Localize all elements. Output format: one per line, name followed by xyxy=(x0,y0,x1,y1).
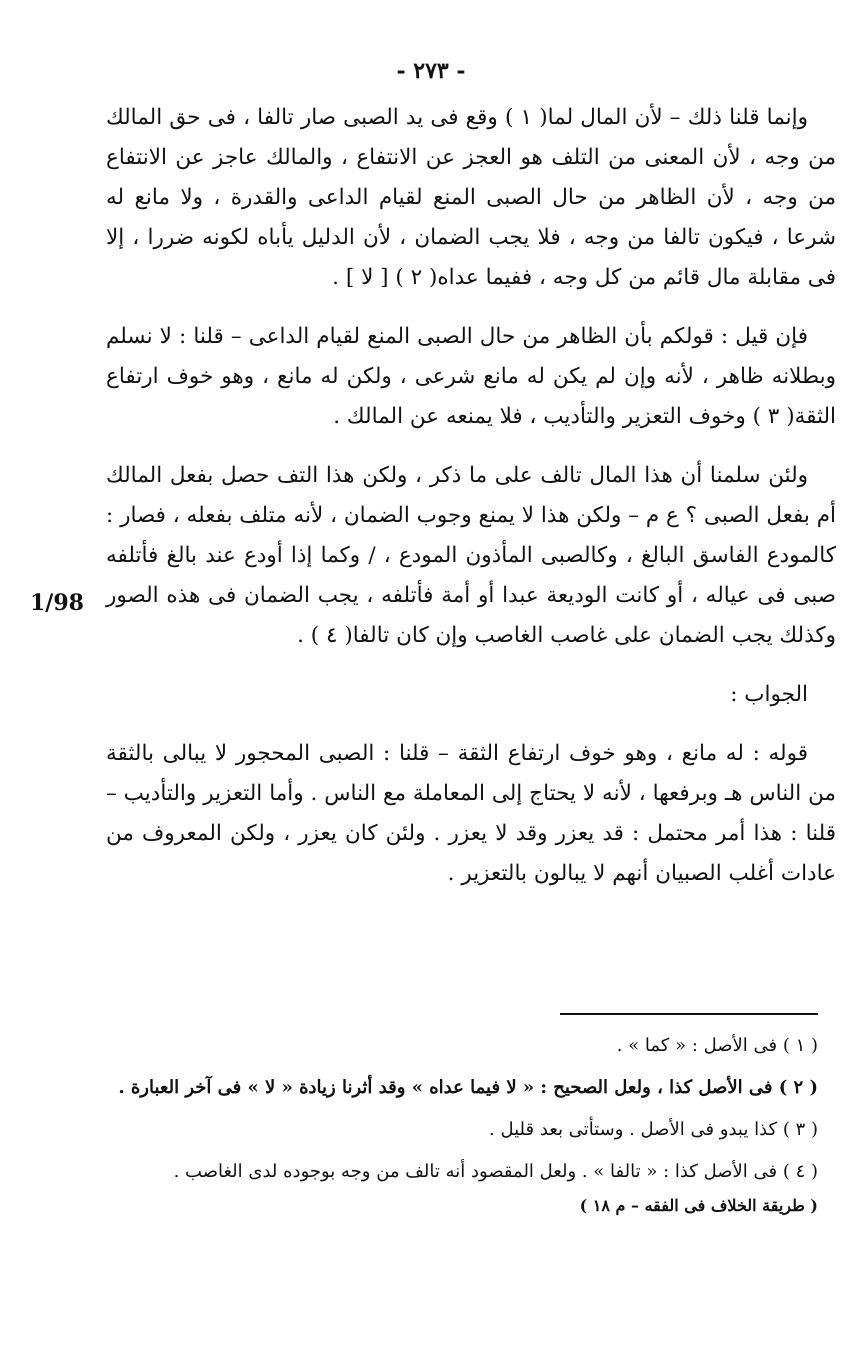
paragraph-2: فإن قيل : قولكم بأن الظاهر من حال الصبى المنع لقيام الداعى – قلنا : لا نسلم وبطلانه ظاهر ، لأنه وإن لم يكن له مانع شرعى ، ولكن له مانع ، وهو خوف ارتفاع الثقة( ٣ ) وخوف التعزير والتأديب ، فلا يمنعه عن المالك . xyxy=(106,324,836,429)
paragraph-3: ولئن سلمنا أن هذا المال تالف على ما ذكر ، ولكن هذا التف حصل بفعل المالك أم بفعل الصبى ؟ ع م – ولكن هذا لا يمنع وجوب الضمان ، لأنه متلف بفعله ، فصار : كالمودع الفاسق البالغ ، وكالصبى المأذون المودع ، / وكما إذا أودع عند بالغ فأتلفه صبى فى عياله ، أو كانت الوديعة عبدا أو أمة فأتلفه ، يجب الضمان فى هذه الصور وكذلك يجب الضمان على غاصب الغاصب وإن كان تالفا( ٤ ) . xyxy=(106,463,836,648)
main-text xyxy=(106,98,836,913)
footnote-2: ( ٢ ) فى الأصل كذا ، ولعل الصحيح : « لا فيما عداه » وقد أثرنا زيادة « لا » فى آخر العبارة . xyxy=(118,1077,818,1098)
source-note: ( طريقة الخلاف فى الفقه – م ١٨ ) xyxy=(579,1196,818,1215)
footnote-divider xyxy=(560,1013,818,1015)
margin-reference: 1/98 xyxy=(30,590,84,616)
paragraph-1: وإنما قلنا ذلك – لأن المال لما( ١ ) وقع فى يد الصبى صار تالفا ، فى حق المالك من وجه ، لأن المعنى من التلف هو العجز عن الانتفاع ، والمالك عاجز عن الانتفاع من وجه ، لأن الظاهر من حال الصبى المنع لقيام الداعى والقدرة ، ولا مانع له شرعا ، فيكون تالفا من وجه ، فلا يجب الضمان ، لأن الدليل يأباه لكونه ضررا ، إلا فى مقابلة مال قائم من كل وجه ، ففيما عداه( ٢ ) [ لا ] . xyxy=(106,105,836,290)
footnote-3: ( ٣ ) كذا يبدو فى الأصل . وستأتى بعد قليل . xyxy=(489,1119,818,1140)
page-number: - ٢٧٣ - xyxy=(396,58,466,84)
footnotes xyxy=(110,1028,818,1230)
paragraph-4: قوله : له مانع ، وهو خوف ارتفاع الثقة – قلنا : الصبى المحجور لا يبالى بالثقة من الناس هـ وبرفعها ، لأنه لا يحتاج إلى المعاملة مع الناس . وأما التعزير والتأديب – قلنا : هذا أمر محتمل : قد يعزر وقد لا يعزر . ولئن كان يعزر ، ولكن المعروف من عادات أغلب الصبيان أنهم لا يبالون بالتعزير . xyxy=(106,741,836,886)
answer-heading: الجواب : xyxy=(730,682,808,707)
footnote-4: ( ٤ ) فى الأصل كذا : « تالفا » . ولعل المقصود أنه تالف من وجه بوجوده لدى الغاصب . xyxy=(173,1161,818,1182)
footnote-1: ( ١ ) فى الأصل : « كما » . xyxy=(616,1035,818,1056)
